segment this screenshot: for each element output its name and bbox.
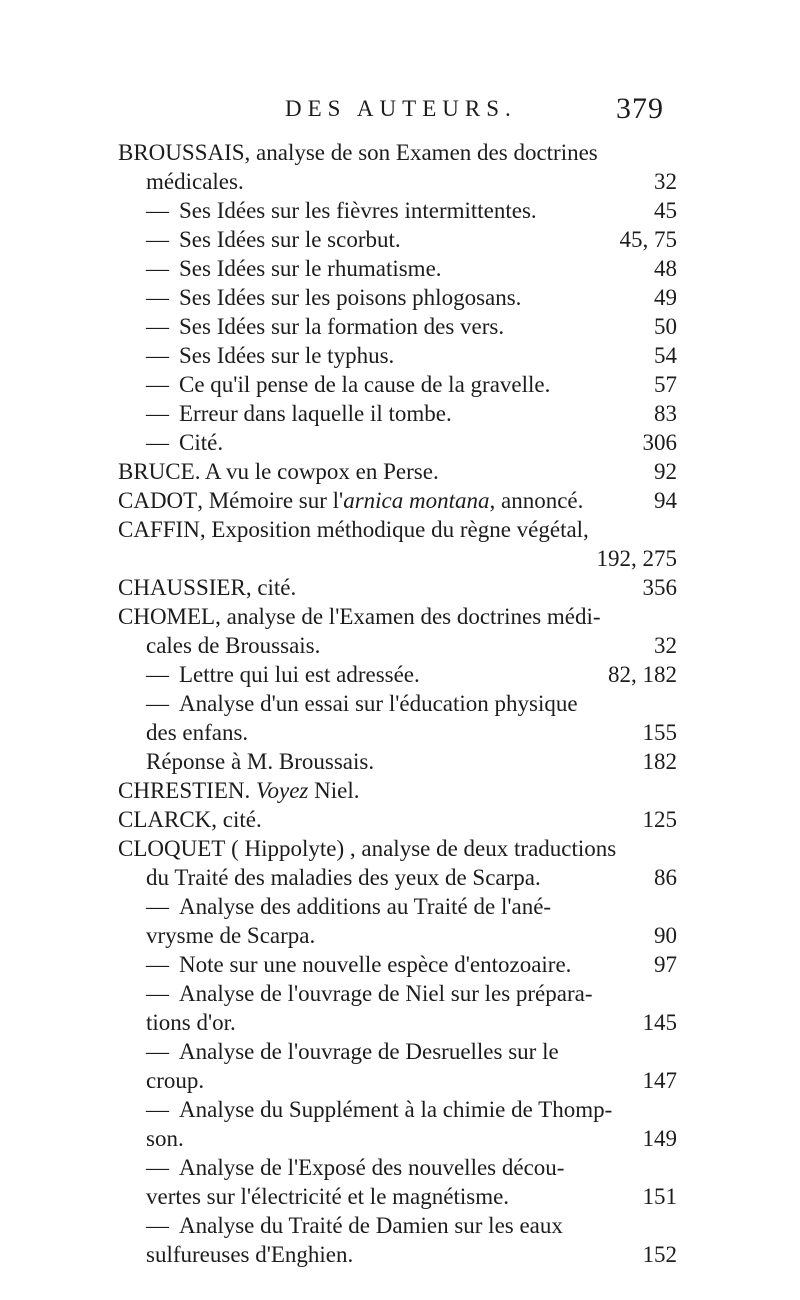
index-line <box>146 631 677 661</box>
entry-text: Analyse des additions au Traité de l'ané- <box>179 894 552 919</box>
dash-marker: — <box>146 198 169 223</box>
index-line-text <box>118 138 598 168</box>
entry-text: , analyse de l'Examen des doctrines médi- <box>215 604 601 629</box>
entry-text: des enfans. <box>146 720 249 745</box>
page-reference: 82, 182 <box>608 662 677 687</box>
index-line <box>146 225 677 255</box>
page-reference: 86 <box>654 865 677 890</box>
index-line <box>146 660 677 690</box>
entry-text: sulfureuses d'Enghien. <box>146 1242 354 1267</box>
dash-marker: — <box>146 1097 169 1122</box>
page-reference: 151 <box>642 1184 677 1209</box>
index-line <box>146 747 677 777</box>
index-line <box>146 399 677 429</box>
index-line <box>146 1066 677 1096</box>
dash-marker: — <box>146 894 169 919</box>
index-line <box>118 834 677 864</box>
index-line <box>146 1182 677 1212</box>
entry-text: . A vu le cowpox en Perse. <box>194 459 439 484</box>
dash-marker: — <box>146 256 169 281</box>
entry-text: ( Hippolyte) , analyse de deux traductions <box>225 836 617 861</box>
page-reference: 149 <box>642 1126 677 1151</box>
author-name: CHOMEL <box>118 604 216 629</box>
index-line-text <box>146 921 315 951</box>
index-line-text <box>146 979 593 1009</box>
index-line-text <box>146 1008 236 1038</box>
entry-text: , annoncé. <box>489 488 584 513</box>
dash-marker: — <box>146 343 169 368</box>
index-line-text <box>146 196 537 226</box>
index-line-text <box>146 892 551 922</box>
italic-text: Voyez <box>256 778 309 803</box>
entry-text: Analyse d'un essai sur l'éducation physique <box>179 691 578 716</box>
index-line <box>146 544 677 574</box>
index-line-text <box>146 1124 184 1154</box>
index-line-text <box>146 950 571 980</box>
dash-marker: — <box>146 401 169 426</box>
entry-text: son. <box>146 1126 184 1151</box>
dash-marker: — <box>146 285 169 310</box>
author-name: BROUSSAIS <box>118 140 245 165</box>
index-line <box>118 805 677 835</box>
index-line-text <box>146 428 223 458</box>
index-line <box>146 1153 677 1183</box>
index-line-text <box>146 225 401 255</box>
index-line <box>146 283 677 313</box>
author-name: CHRESTIEN <box>118 778 245 803</box>
entry-text: Ses Idées sur le scorbut. <box>179 227 401 252</box>
index-line <box>146 689 677 719</box>
page-reference: 306 <box>642 430 677 455</box>
running-head <box>0 92 800 134</box>
entry-text: Ses Idées sur les poisons phlogosans. <box>179 285 522 310</box>
index-line <box>146 341 677 371</box>
index-line <box>146 979 677 1009</box>
entry-text: Ses Idées sur les fièvres intermittentes. <box>179 198 537 223</box>
dash-marker: — <box>146 314 169 339</box>
author-name: CLOQUET <box>118 836 226 861</box>
dash-marker: — <box>146 1155 169 1180</box>
entry-text: Cité. <box>179 430 224 455</box>
index-line-text <box>118 515 589 545</box>
entry-text: Ses Idées sur le typhus. <box>179 343 395 368</box>
page-reference: 32 <box>654 169 677 194</box>
index-line-text <box>146 1153 564 1183</box>
index-line <box>146 950 677 980</box>
entry-text: Erreur dans laquelle il tombe. <box>179 401 452 426</box>
index-line-text <box>146 1066 204 1096</box>
entry-text: Ses Idées sur le rhumatisme. <box>179 256 442 281</box>
index-line <box>118 486 677 516</box>
index-line <box>146 892 677 922</box>
index-line-text <box>146 689 578 719</box>
entry-text: . <box>244 778 256 803</box>
index-line <box>118 515 677 545</box>
index-line <box>146 312 677 342</box>
entry-text: Analyse de l'ouvrage de Niel sur les prépara- <box>179 981 593 1006</box>
index-line <box>146 921 677 951</box>
index-line-text <box>146 1211 563 1241</box>
entry-text: Analyse de l'ouvrage de Desruelles sur le <box>179 1039 559 1064</box>
author-name: CLARCK <box>118 807 212 832</box>
entry-text: Lettre qui lui est adressée. <box>179 662 420 687</box>
index-line <box>146 1240 677 1270</box>
index-line <box>118 573 677 603</box>
entry-text: tions d'or. <box>146 1010 236 1035</box>
index-line <box>146 196 677 226</box>
entry-text: , Mémoire sur l' <box>197 488 344 513</box>
page-reference: 155 <box>642 720 677 745</box>
entry-text: , cité. <box>211 807 262 832</box>
entry-text: Ce qu'il pense de la cause de la gravelle. <box>179 372 551 397</box>
index-line-text <box>118 573 296 603</box>
index-line <box>146 1008 677 1038</box>
page-reference: 45 <box>654 198 677 223</box>
page-reference: 147 <box>642 1068 677 1093</box>
dash-marker: — <box>146 430 169 455</box>
index-line <box>146 863 677 893</box>
index-line-text <box>146 1037 559 1067</box>
author-name: CHAUSSIER <box>118 575 246 600</box>
index-line <box>146 167 677 197</box>
index-line <box>118 602 677 632</box>
entry-text: cales de Broussais. <box>146 633 321 658</box>
entry-text: vertes sur l'électricité et le magnétisme. <box>146 1184 510 1209</box>
page-reference: 83 <box>654 401 677 426</box>
entry-text: , cité. <box>245 575 297 600</box>
dash-marker: — <box>146 372 169 397</box>
index-line-text <box>118 486 583 516</box>
index-line <box>146 1211 677 1241</box>
dash-marker: — <box>146 1213 169 1238</box>
page-reference: 57 <box>654 372 677 397</box>
index-line <box>118 776 677 806</box>
entry-text: Note sur une nouvelle espèce d'entozoaire. <box>179 952 572 977</box>
page-reference: 45, 75 <box>619 227 677 252</box>
index-line-text <box>146 631 320 661</box>
dash-marker: — <box>146 1039 169 1064</box>
index-line-text <box>118 602 601 632</box>
author-name: BRUCE <box>118 459 195 484</box>
index-line-text <box>146 370 550 400</box>
entry-text: Analyse du Traité de Damien sur les eaux <box>179 1213 563 1238</box>
index-line <box>118 138 677 168</box>
entry-text: Réponse à M. Broussais. <box>146 749 375 774</box>
index-line-text <box>118 834 616 864</box>
author-name: CAFFIN <box>118 517 200 542</box>
entry-text: , analyse de son Examen des doctrines <box>244 140 598 165</box>
dash-marker: — <box>146 662 169 687</box>
page-reference: 192, 275 <box>596 546 677 571</box>
page-reference: 125 <box>642 807 677 832</box>
index-line <box>146 1095 677 1125</box>
index-line-text <box>146 660 420 690</box>
index-line <box>146 254 677 284</box>
page-number: 379 <box>616 92 664 125</box>
index-line-text <box>118 776 359 806</box>
dash-marker: — <box>146 981 169 1006</box>
entry-text: croup. <box>146 1068 205 1093</box>
index-line-text <box>118 805 262 835</box>
page-reference: 145 <box>642 1010 677 1035</box>
index-line <box>118 457 677 487</box>
entry-text: Ses Idées sur la formation des vers. <box>179 314 505 339</box>
dash-marker: — <box>146 227 169 252</box>
index-line-text <box>146 341 394 371</box>
page-reference: 182 <box>642 749 677 774</box>
index-line <box>146 1124 677 1154</box>
entry-text: médicales. <box>146 169 244 194</box>
page-reference: 94 <box>654 488 677 513</box>
author-name: CADOT <box>118 488 198 513</box>
page-reference: 32 <box>654 633 677 658</box>
running-head-title: DES AUTEURS. <box>285 96 517 121</box>
index-line-text <box>146 747 374 777</box>
index-line-text <box>146 863 541 893</box>
index-line <box>146 718 677 748</box>
entry-text: Niel. <box>308 778 360 803</box>
index-line-text <box>146 1240 353 1270</box>
page-reference: 49 <box>654 285 677 310</box>
index-line <box>146 428 677 458</box>
dash-marker: — <box>146 691 169 716</box>
index-line-text <box>146 254 442 284</box>
index-line-text <box>146 1182 509 1212</box>
entry-text: vrysme de Scarpa. <box>146 923 316 948</box>
index-line-text <box>146 312 504 342</box>
dash-marker: — <box>146 952 169 977</box>
index-line-text <box>118 457 439 487</box>
page-reference: 92 <box>654 459 677 484</box>
index-line-text <box>146 399 452 429</box>
entry-text: , Exposition méthodique du règne végétal, <box>199 517 589 542</box>
entry-text: Analyse du Supplément à la chimie de Thomp- <box>179 1097 613 1122</box>
index-line-text <box>146 283 521 313</box>
index-line-text <box>146 1095 612 1125</box>
index-line <box>146 370 677 400</box>
page-reference: 356 <box>642 575 677 600</box>
index-line <box>146 1037 677 1067</box>
page-reference: 152 <box>642 1242 677 1267</box>
italic-text: arnica montana <box>343 488 490 513</box>
page-reference: 54 <box>654 343 677 368</box>
index-line-text <box>146 167 244 197</box>
index-line-text <box>146 718 248 748</box>
page-reference: 90 <box>654 923 677 948</box>
entry-text: du Traité des maladies des yeux de Scarpa. <box>146 865 541 890</box>
page-reference: 50 <box>654 314 677 339</box>
entry-text: Analyse de l'Exposé des nouvelles décou- <box>179 1155 565 1180</box>
page-reference: 48 <box>654 256 677 281</box>
page-reference: 97 <box>654 952 677 977</box>
